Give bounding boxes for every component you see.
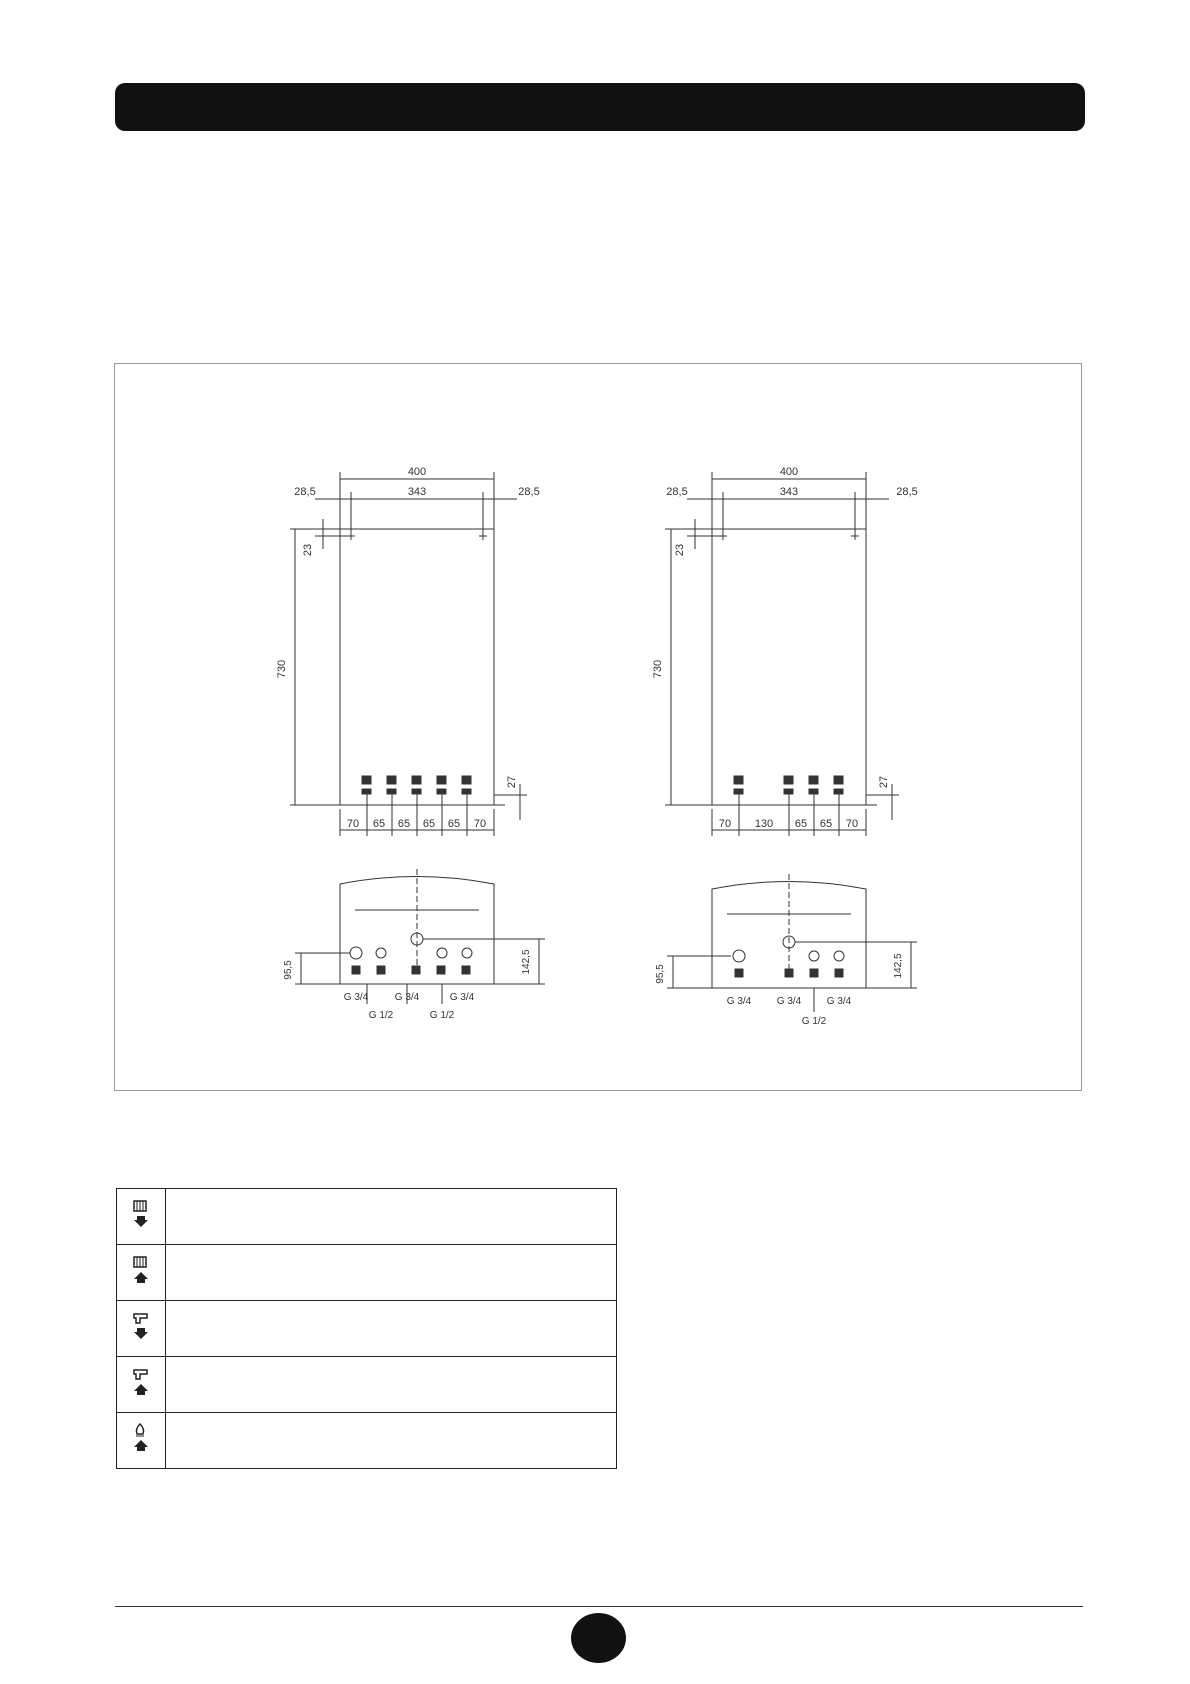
connection-legend-table	[116, 1188, 617, 1469]
radiator-flow-down-icon	[117, 1189, 166, 1245]
left-section-left-height: 95,5	[283, 960, 294, 980]
left-section-right-height: 142,5	[521, 949, 532, 975]
right-bottom-spacing-4: 65	[819, 818, 833, 830]
left-bottom-spacing-1: 70	[346, 818, 360, 830]
legend-row	[117, 1189, 617, 1245]
left-side-offset-right-dim: 28,5	[518, 486, 540, 498]
legend-row	[117, 1245, 617, 1301]
legend-row-text	[166, 1245, 617, 1301]
left-bottom-view	[295, 869, 545, 1004]
left-side-offset-left-dim: 28,5	[294, 486, 316, 498]
legend-row	[117, 1301, 617, 1357]
left-bottom-spacing-5: 65	[447, 818, 461, 830]
right-section-left-height: 95,5	[655, 964, 666, 984]
tap-hot-water-down-icon	[117, 1301, 166, 1357]
right-height-dim: 730	[652, 659, 664, 679]
right-section-right-height: 142,5	[893, 953, 904, 979]
right-top-offset-dim: 23	[674, 543, 686, 557]
right-bottom-spacing-5: 70	[845, 818, 859, 830]
left-bottom-spacing-4: 65	[422, 818, 436, 830]
right-boiler-outline	[712, 529, 866, 805]
left-connection-g12-2: G 1/2	[429, 1010, 455, 1021]
dimension-drawings	[115, 364, 1083, 1092]
page-number-badge	[571, 1613, 626, 1663]
right-bottom-view	[667, 874, 917, 1012]
legend-row	[117, 1357, 617, 1413]
right-front-dimensions	[652, 466, 918, 830]
right-front-view	[665, 472, 899, 836]
left-front-view	[290, 472, 527, 836]
right-hole-spacing-dim: 343	[779, 486, 799, 498]
gas-inlet-up-icon	[117, 1413, 166, 1469]
installation-dimensions-figure	[114, 363, 1082, 1091]
right-side-offset-right-dim: 28,5	[896, 486, 918, 498]
left-connection-g34-1: G 3/4	[343, 992, 369, 1003]
right-connection-g34-3: G 3/4	[826, 996, 852, 1007]
left-connection-g34-3: G 3/4	[449, 992, 475, 1003]
section-header-bar	[115, 83, 1085, 131]
legend-row	[117, 1413, 617, 1469]
right-bottom-spacing-2: 130	[754, 818, 774, 830]
left-bottom-offset-dim: 27	[506, 775, 518, 789]
left-hole-spacing-dim: 343	[407, 486, 427, 498]
left-connection-g12-1: G 1/2	[368, 1010, 394, 1021]
right-width-dim: 400	[779, 466, 799, 478]
tap-cold-water-up-icon	[117, 1357, 166, 1413]
legend-row-text	[166, 1357, 617, 1413]
left-top-offset-dim: 23	[302, 543, 314, 557]
right-bottom-view-labels	[655, 953, 904, 1027]
left-front-dimensions	[276, 466, 540, 830]
left-boiler-outline	[340, 529, 494, 805]
left-connection-g34-2: G 3/4	[394, 992, 420, 1003]
legend-row-text	[166, 1413, 617, 1469]
left-bottom-spacing-3: 65	[397, 818, 411, 830]
right-bottom-spacing-3: 65	[794, 818, 808, 830]
footer-divider	[115, 1606, 1083, 1607]
left-bottom-spacing-2: 65	[372, 818, 386, 830]
left-width-dim: 400	[407, 466, 427, 478]
right-bottom-offset-dim: 27	[878, 775, 890, 789]
right-side-offset-left-dim: 28,5	[666, 486, 688, 498]
legend-row-text	[166, 1301, 617, 1357]
right-connection-g12-1: G 1/2	[801, 1016, 827, 1027]
radiator-return-up-icon	[117, 1245, 166, 1301]
legend-row-text	[166, 1189, 617, 1245]
right-connection-g34-2: G 3/4	[776, 996, 802, 1007]
right-connection-g34-1: G 3/4	[726, 996, 752, 1007]
right-bottom-spacing-1: 70	[718, 818, 732, 830]
left-height-dim: 730	[276, 659, 288, 679]
left-bottom-spacing-6: 70	[473, 818, 487, 830]
